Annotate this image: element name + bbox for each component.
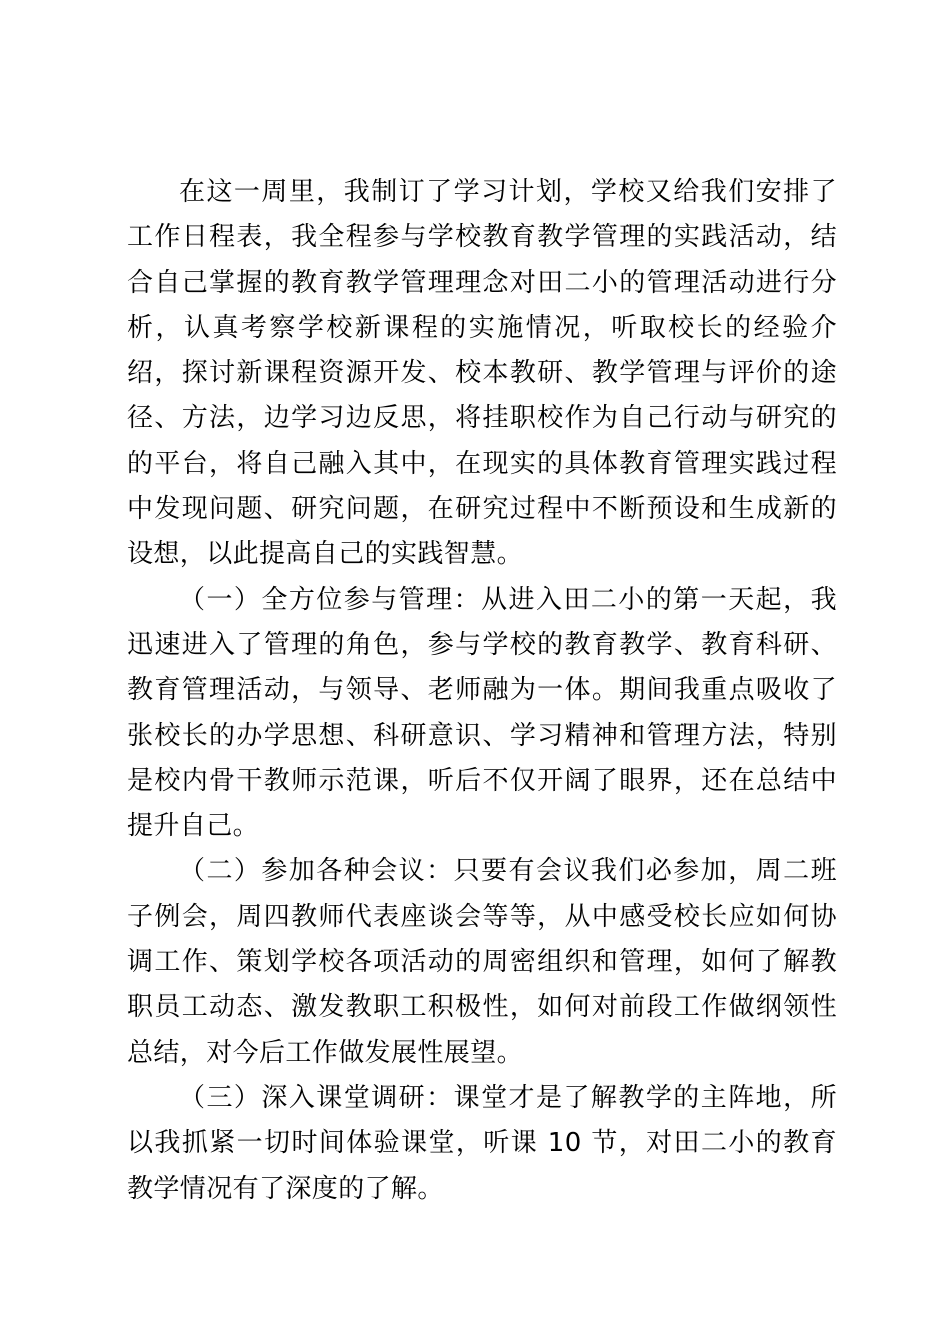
- paragraph-study-plan: 在这一周里，我制订了学习计划，学校又给我们安排了工作日程表，我全程参与学校教育教学管理的实践活动，结合自己掌握的教育教学管理理念对田二小的管理活动进行分析，认真考察学校新课程的实施情况，听取校长的经验介绍，探讨新课程资源开发、校本教研、教学管理与评价的途径、方法，边学习边反思，将挂职校作为自己行动与研究的的平台，将自己融入其中，在现实的具体教育管理实践过程中发现问题、研究问题，在研究过程中不断预设和生成新的设想，以此提高自己的实践智慧。: [127, 177, 837, 570]
- paragraph-meetings: （二）参加各种会议：只要有会议我们必参加，周二班子例会，周四教师代表座谈会等等，从中感受校长应如何协调工作、策划学校各项活动的周密组织和管理，如何了解教职员工动态、激发教职工积极性，如何对前段工作做纲领性总结，对今后工作做发展性展望。: [127, 856, 837, 1068]
- paragraph-classroom-research: （三）深入课堂调研：课堂才是了解教学的主阵地，所以我抓紧一切时间体验课堂，听课 10 节，对田二小的教育教学情况有了深度的了解。: [127, 1082, 837, 1204]
- paragraph-management-participation: （一）全方位参与管理：从进入田二小的第一天起，我迅速进入了管理的角色，参与学校的教育教学、教育科研、教育管理活动，与领导、老师融为一体。期间我重点吸收了张校长的办学思想、科研意识、学习精神和管理方法，特别是校内骨干教师示范课，听后不仅开阔了眼界，还在总结中提升自己。: [127, 584, 837, 842]
- document-body: [127, 170, 837, 1212]
